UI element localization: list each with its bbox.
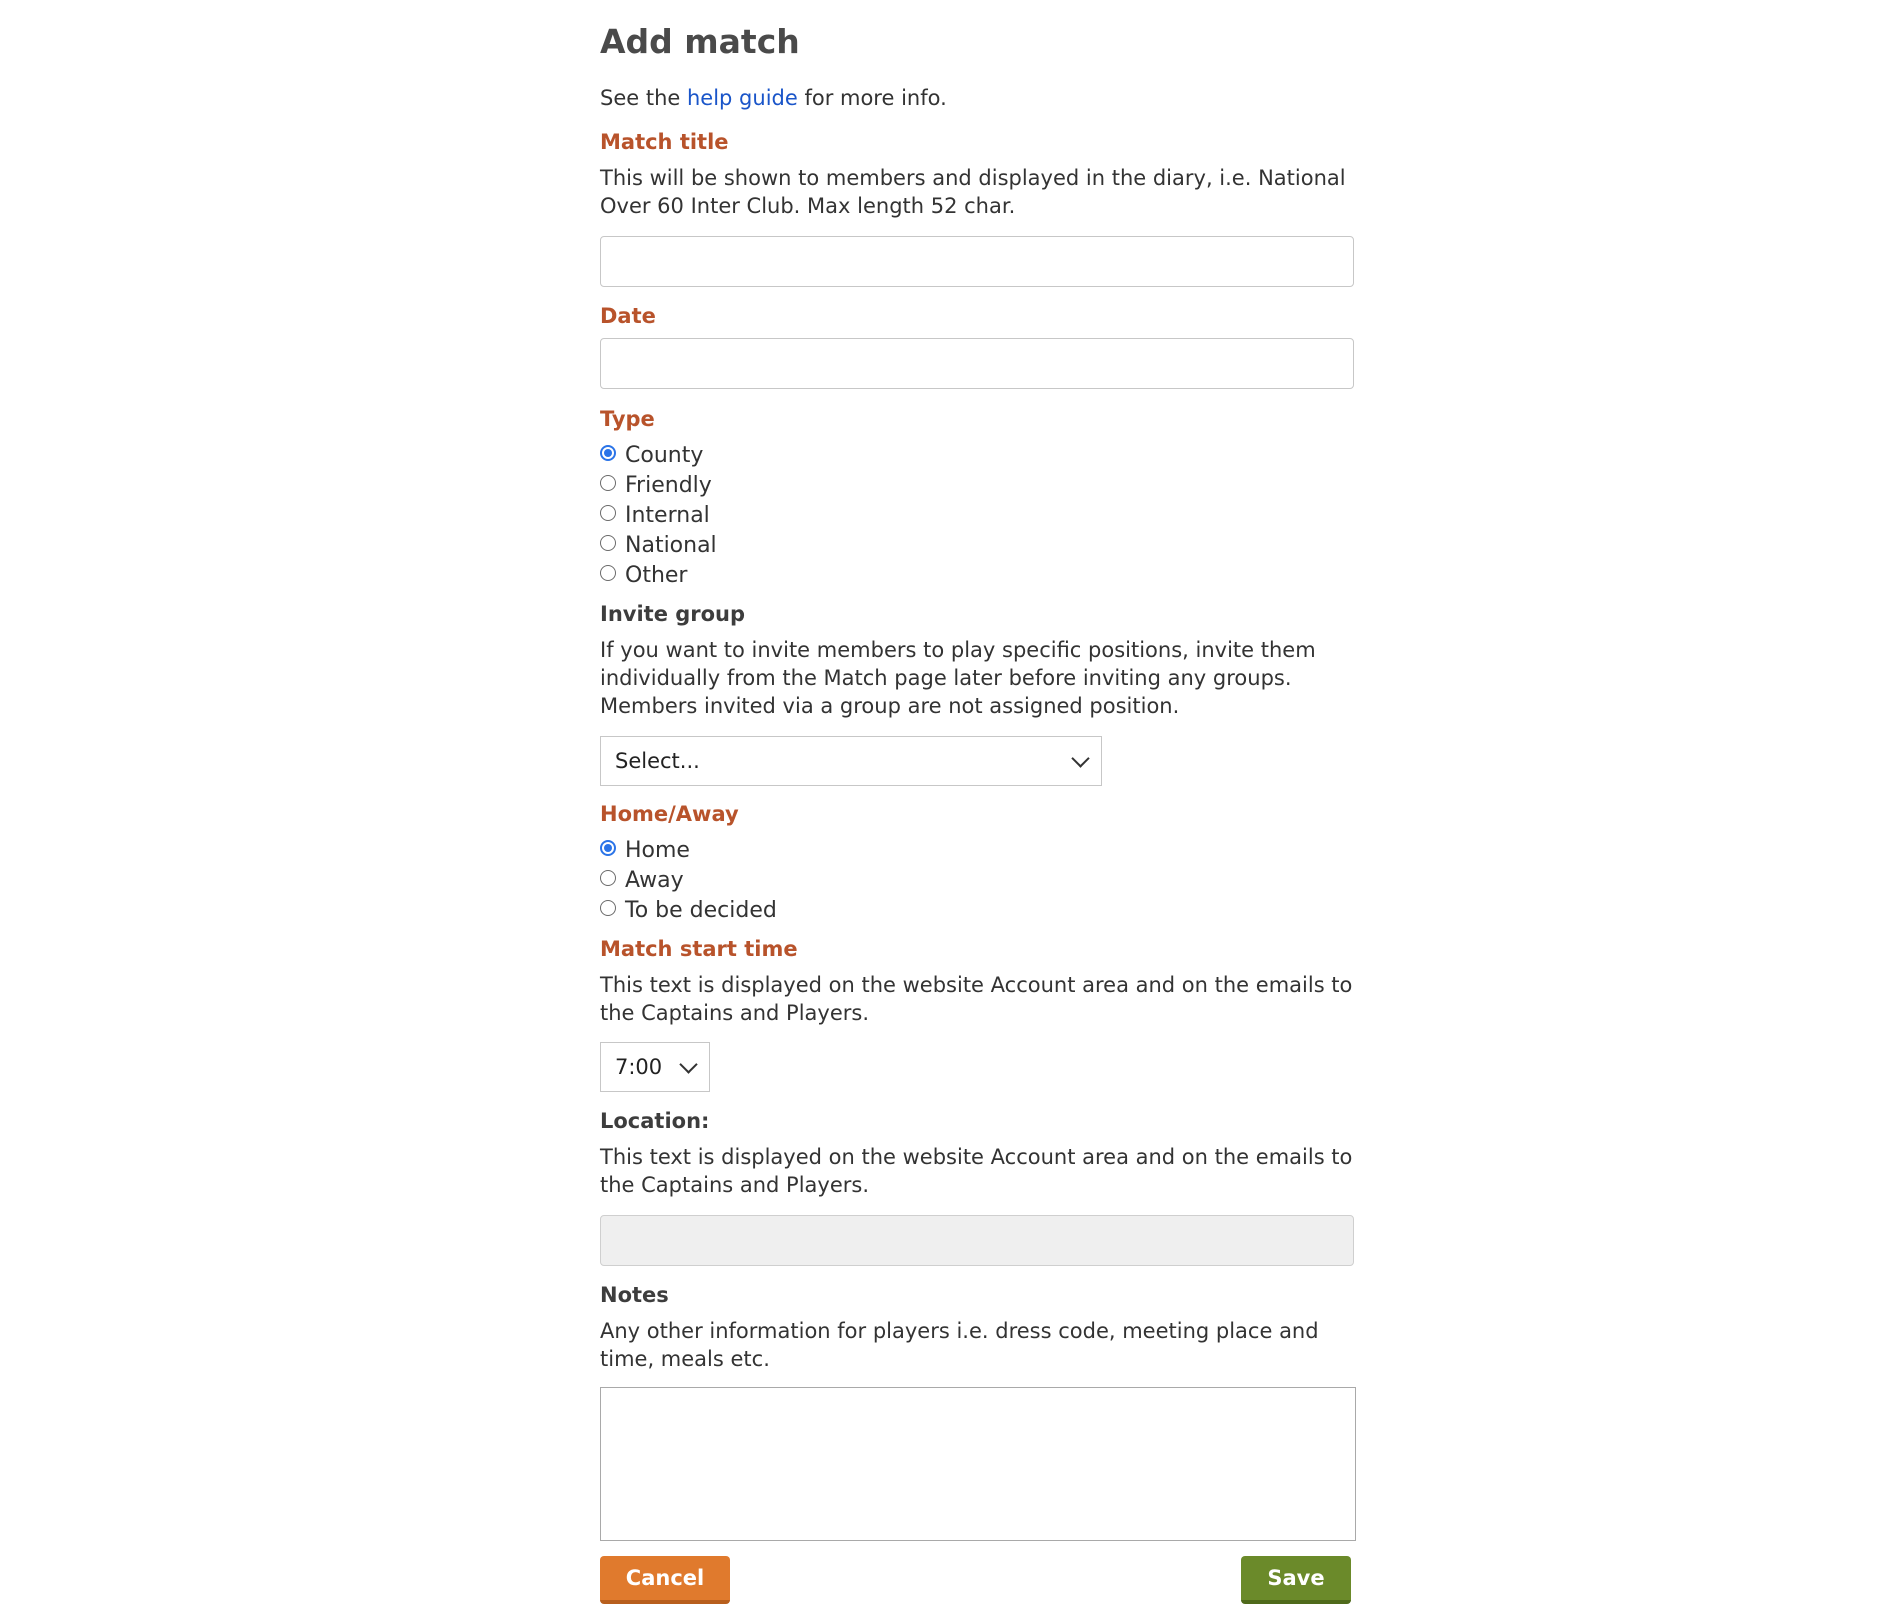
location-label: Location: xyxy=(600,1109,710,1133)
radio-unchecked-icon[interactable] xyxy=(600,870,616,886)
type-option-label: Friendly xyxy=(625,473,712,498)
radio-checked-icon[interactable] xyxy=(600,445,616,461)
home-away-option-away[interactable] xyxy=(600,866,684,896)
location-input xyxy=(600,1215,1354,1266)
chevron-down-icon xyxy=(1071,749,1089,767)
start-time-select[interactable] xyxy=(600,1042,710,1092)
type-option-county[interactable] xyxy=(600,441,703,471)
home-away-option-label: Home xyxy=(625,838,690,863)
invite-group-help: If you want to invite members to play specific positions, invite them individually from the Match page later before inviting any groups. Members invited via a group are not assigned position. xyxy=(600,638,1316,718)
intro-text-after: for more info. xyxy=(797,86,947,110)
invite-group-select[interactable] xyxy=(600,736,1102,786)
home-away-label: Home/Away xyxy=(600,802,739,826)
notes-label: Notes xyxy=(600,1283,669,1307)
radio-unchecked-icon[interactable] xyxy=(600,535,616,551)
intro-text xyxy=(600,84,1354,112)
type-option-friendly[interactable] xyxy=(600,471,712,501)
radio-checked-icon[interactable] xyxy=(600,840,616,856)
home-away-option-tbd[interactable] xyxy=(600,896,777,926)
start-time-label: Match start time xyxy=(600,937,798,961)
radio-unchecked-icon[interactable] xyxy=(600,475,616,491)
match-title-input[interactable] xyxy=(600,236,1354,287)
save-button[interactable]: Save xyxy=(1241,1556,1351,1604)
home-away-option-label: Away xyxy=(625,868,684,893)
page-title: Add match xyxy=(600,22,800,61)
invite-group-selected-value: Select... xyxy=(615,749,700,773)
type-option-internal[interactable] xyxy=(600,501,710,531)
radio-unchecked-icon[interactable] xyxy=(600,565,616,581)
date-input[interactable] xyxy=(600,338,1354,389)
type-option-label: County xyxy=(625,443,704,468)
start-time-selected-value: 7:00 xyxy=(615,1055,663,1079)
type-option-label: Internal xyxy=(625,503,710,528)
intro-text-before: See the xyxy=(600,86,687,110)
type-option-other[interactable] xyxy=(600,561,687,591)
notes-help: Any other information for players i.e. dress code, meeting place and time, meals etc. xyxy=(600,1319,1319,1371)
type-option-national[interactable] xyxy=(600,531,717,561)
type-option-label: Other xyxy=(625,563,688,588)
match-title-label: Match title xyxy=(600,130,729,154)
cancel-button[interactable]: Cancel xyxy=(600,1556,730,1604)
home-away-option-label: To be decided xyxy=(625,898,777,923)
date-label: Date xyxy=(600,304,656,328)
location-help: This text is displayed on the website Account area and on the emails to the Captains and Players. xyxy=(600,1145,1353,1197)
chevron-down-icon xyxy=(679,1055,697,1073)
notes-textarea[interactable] xyxy=(600,1387,1356,1541)
radio-unchecked-icon[interactable] xyxy=(600,505,616,521)
type-label: Type xyxy=(600,407,655,431)
start-time-help: This text is displayed on the website Account area and on the emails to the Captains and Players. xyxy=(600,973,1353,1025)
home-away-option-home[interactable] xyxy=(600,836,690,866)
radio-unchecked-icon[interactable] xyxy=(600,900,616,916)
invite-group-label: Invite group xyxy=(600,602,746,626)
help-guide-link[interactable]: help guide xyxy=(686,86,798,110)
type-option-label: National xyxy=(625,533,717,558)
match-title-help: This will be shown to members and displayed in the diary, i.e. National Over 60 Inter Club. Max length 52 char. xyxy=(600,166,1346,218)
